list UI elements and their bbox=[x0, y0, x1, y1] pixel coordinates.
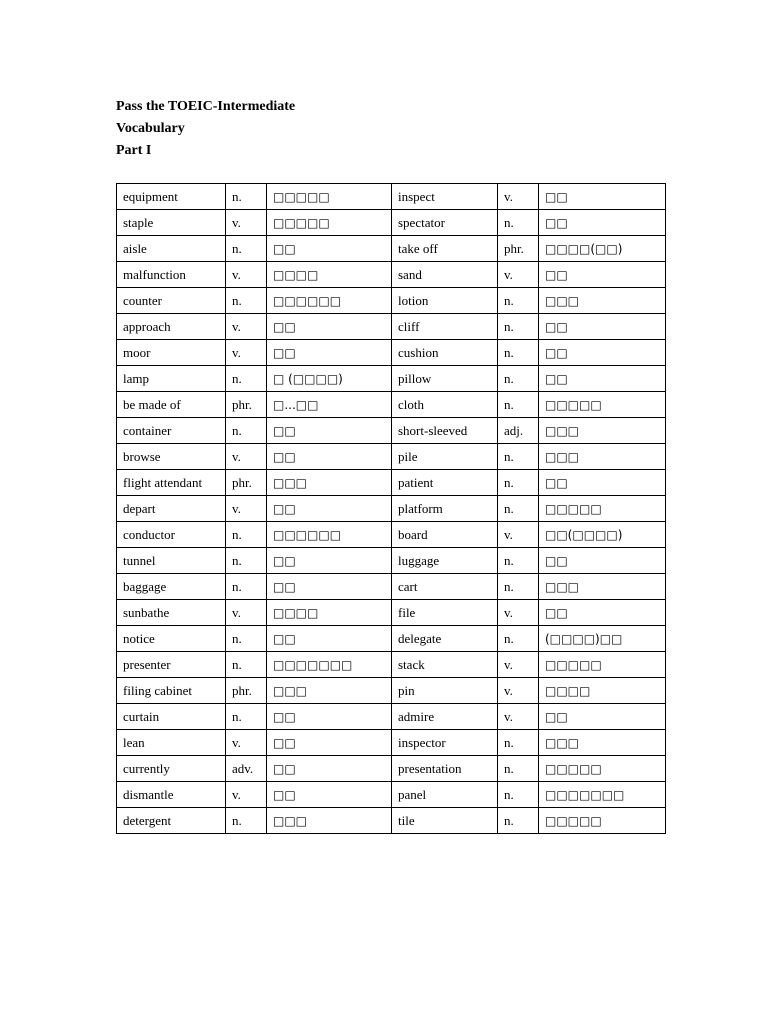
table-row bbox=[117, 288, 666, 314]
word-cell-left: notice bbox=[117, 626, 226, 652]
word-cell-left: moor bbox=[117, 340, 226, 366]
part-of-speech-cell-left: v. bbox=[226, 782, 267, 808]
word-cell-right: patient bbox=[392, 470, 498, 496]
word-cell-left: dismantle bbox=[117, 782, 226, 808]
meaning-cell-left: □□ bbox=[267, 704, 392, 730]
meaning-cell-right: □□ bbox=[539, 314, 666, 340]
part-of-speech-cell-right: v. bbox=[498, 678, 539, 704]
word-cell-left: flight attendant bbox=[117, 470, 226, 496]
meaning-cell-right: (□□□□)□□ bbox=[539, 626, 666, 652]
part-of-speech-cell-right: phr. bbox=[498, 236, 539, 262]
word-cell-right: inspector bbox=[392, 730, 498, 756]
word-cell-right: sand bbox=[392, 262, 498, 288]
table-row bbox=[117, 522, 666, 548]
meaning-cell-left: □□ bbox=[267, 444, 392, 470]
word-cell-left: malfunction bbox=[117, 262, 226, 288]
word-cell-right: inspect bbox=[392, 184, 498, 210]
word-cell-left: lamp bbox=[117, 366, 226, 392]
meaning-cell-left: □□ bbox=[267, 236, 392, 262]
meaning-cell-right: □□□□□□□ bbox=[539, 782, 666, 808]
part-of-speech-cell-left: n. bbox=[226, 236, 267, 262]
part-of-speech-cell-left: n. bbox=[226, 808, 267, 834]
part-of-speech-cell-right: adj. bbox=[498, 418, 539, 444]
part-of-speech-cell-right: n. bbox=[498, 782, 539, 808]
part-of-speech-cell-left: n. bbox=[226, 652, 267, 678]
part-of-speech-cell-left: n. bbox=[226, 548, 267, 574]
table-row bbox=[117, 652, 666, 678]
word-cell-left: curtain bbox=[117, 704, 226, 730]
meaning-cell-left: □□□□□ bbox=[267, 210, 392, 236]
meaning-cell-left: □□□□□ bbox=[267, 184, 392, 210]
table-row bbox=[117, 184, 666, 210]
meaning-cell-right: □□□ bbox=[539, 730, 666, 756]
table-row bbox=[117, 418, 666, 444]
part-of-speech-cell-left: v. bbox=[226, 496, 267, 522]
word-cell-right: platform bbox=[392, 496, 498, 522]
word-cell-left: container bbox=[117, 418, 226, 444]
word-cell-left: baggage bbox=[117, 574, 226, 600]
meaning-cell-right: □□ bbox=[539, 600, 666, 626]
table-row bbox=[117, 626, 666, 652]
meaning-cell-right: □□ bbox=[539, 704, 666, 730]
meaning-cell-right: □□ bbox=[539, 548, 666, 574]
part-of-speech-cell-right: n. bbox=[498, 210, 539, 236]
table-row bbox=[117, 730, 666, 756]
part-of-speech-cell-right: n. bbox=[498, 314, 539, 340]
meaning-cell-right: □□ bbox=[539, 340, 666, 366]
meaning-cell-left: □□ bbox=[267, 548, 392, 574]
table-row bbox=[117, 366, 666, 392]
part-of-speech-cell-left: n. bbox=[226, 288, 267, 314]
word-cell-left: lean bbox=[117, 730, 226, 756]
table-row bbox=[117, 600, 666, 626]
part-of-speech-cell-right: n. bbox=[498, 392, 539, 418]
meaning-cell-left: □□□□ bbox=[267, 600, 392, 626]
word-cell-left: tunnel bbox=[117, 548, 226, 574]
meaning-cell-left: □□□ bbox=[267, 808, 392, 834]
word-cell-left: aisle bbox=[117, 236, 226, 262]
part-of-speech-cell-left: n. bbox=[226, 574, 267, 600]
word-cell-right: presentation bbox=[392, 756, 498, 782]
part-of-speech-cell-left: phr. bbox=[226, 392, 267, 418]
meaning-cell-right: □□□ bbox=[539, 444, 666, 470]
word-cell-right: cushion bbox=[392, 340, 498, 366]
document-section: Part I bbox=[116, 143, 152, 158]
table-row bbox=[117, 236, 666, 262]
part-of-speech-cell-right: v. bbox=[498, 184, 539, 210]
part-of-speech-cell-left: v. bbox=[226, 730, 267, 756]
meaning-cell-right: □□(□□□□) bbox=[539, 522, 666, 548]
table-row bbox=[117, 392, 666, 418]
part-of-speech-cell-left: v. bbox=[226, 210, 267, 236]
meaning-cell-left: □□□ bbox=[267, 678, 392, 704]
part-of-speech-cell-right: n. bbox=[498, 340, 539, 366]
part-of-speech-cell-left: v. bbox=[226, 262, 267, 288]
word-cell-left: staple bbox=[117, 210, 226, 236]
part-of-speech-cell-right: n. bbox=[498, 366, 539, 392]
table-row bbox=[117, 444, 666, 470]
document-subtitle: Vocabulary bbox=[116, 121, 185, 136]
meaning-cell-right: □□□□□ bbox=[539, 756, 666, 782]
word-cell-right: short-sleeved bbox=[392, 418, 498, 444]
part-of-speech-cell-left: n. bbox=[226, 522, 267, 548]
meaning-cell-right: □□□ bbox=[539, 574, 666, 600]
word-cell-left: filing cabinet bbox=[117, 678, 226, 704]
part-of-speech-cell-left: n. bbox=[226, 184, 267, 210]
table-row bbox=[117, 314, 666, 340]
part-of-speech-cell-right: v. bbox=[498, 522, 539, 548]
part-of-speech-cell-left: v. bbox=[226, 600, 267, 626]
meaning-cell-left: □□□□ bbox=[267, 262, 392, 288]
table-row bbox=[117, 782, 666, 808]
word-cell-right: file bbox=[392, 600, 498, 626]
meaning-cell-left: □□ bbox=[267, 756, 392, 782]
part-of-speech-cell-right: n. bbox=[498, 496, 539, 522]
document-header bbox=[116, 96, 295, 162]
vocabulary-table bbox=[116, 183, 666, 834]
part-of-speech-cell-right: v. bbox=[498, 600, 539, 626]
meaning-cell-right: □□□□(□□) bbox=[539, 236, 666, 262]
part-of-speech-cell-left: v. bbox=[226, 314, 267, 340]
word-cell-right: panel bbox=[392, 782, 498, 808]
part-of-speech-cell-right: n. bbox=[498, 808, 539, 834]
word-cell-right: cloth bbox=[392, 392, 498, 418]
table-row bbox=[117, 678, 666, 704]
word-cell-right: pin bbox=[392, 678, 498, 704]
word-cell-right: stack bbox=[392, 652, 498, 678]
meaning-cell-right: □□ bbox=[539, 184, 666, 210]
word-cell-left: depart bbox=[117, 496, 226, 522]
meaning-cell-left: □...□□ bbox=[267, 392, 392, 418]
meaning-cell-right: □□□□□ bbox=[539, 496, 666, 522]
meaning-cell-left: □□ bbox=[267, 418, 392, 444]
meaning-cell-right: □□ bbox=[539, 210, 666, 236]
word-cell-left: presenter bbox=[117, 652, 226, 678]
word-cell-right: cliff bbox=[392, 314, 498, 340]
meaning-cell-right: □□□ bbox=[539, 288, 666, 314]
word-cell-right: luggage bbox=[392, 548, 498, 574]
part-of-speech-cell-left: n. bbox=[226, 418, 267, 444]
part-of-speech-cell-left: phr. bbox=[226, 470, 267, 496]
part-of-speech-cell-right: v. bbox=[498, 652, 539, 678]
part-of-speech-cell-right: v. bbox=[498, 262, 539, 288]
part-of-speech-cell-right: n. bbox=[498, 288, 539, 314]
meaning-cell-right: □□ bbox=[539, 470, 666, 496]
meaning-cell-right: □□ bbox=[539, 366, 666, 392]
meaning-cell-right: □□□□□ bbox=[539, 808, 666, 834]
meaning-cell-left: □□ bbox=[267, 730, 392, 756]
table-row bbox=[117, 262, 666, 288]
meaning-cell-right: □□□ bbox=[539, 418, 666, 444]
word-cell-left: detergent bbox=[117, 808, 226, 834]
meaning-cell-left: □□□□□□ bbox=[267, 522, 392, 548]
word-cell-right: lotion bbox=[392, 288, 498, 314]
table-row bbox=[117, 808, 666, 834]
word-cell-right: tile bbox=[392, 808, 498, 834]
word-cell-right: admire bbox=[392, 704, 498, 730]
word-cell-left: sunbathe bbox=[117, 600, 226, 626]
word-cell-left: counter bbox=[117, 288, 226, 314]
meaning-cell-left: □□ bbox=[267, 782, 392, 808]
part-of-speech-cell-left: n. bbox=[226, 626, 267, 652]
part-of-speech-cell-left: v. bbox=[226, 340, 267, 366]
part-of-speech-cell-right: v. bbox=[498, 704, 539, 730]
meaning-cell-left: □□ bbox=[267, 496, 392, 522]
word-cell-right: delegate bbox=[392, 626, 498, 652]
vocabulary-table-body bbox=[117, 184, 666, 834]
part-of-speech-cell-left: adv. bbox=[226, 756, 267, 782]
word-cell-right: cart bbox=[392, 574, 498, 600]
part-of-speech-cell-right: n. bbox=[498, 548, 539, 574]
part-of-speech-cell-right: n. bbox=[498, 574, 539, 600]
table-row bbox=[117, 704, 666, 730]
meaning-cell-left: □□ bbox=[267, 626, 392, 652]
meaning-cell-right: □□□□ bbox=[539, 678, 666, 704]
word-cell-right: board bbox=[392, 522, 498, 548]
meaning-cell-left: □□ bbox=[267, 314, 392, 340]
word-cell-right: pile bbox=[392, 444, 498, 470]
part-of-speech-cell-right: n. bbox=[498, 444, 539, 470]
table-row bbox=[117, 548, 666, 574]
word-cell-left: conductor bbox=[117, 522, 226, 548]
meaning-cell-right: □□□□□ bbox=[539, 392, 666, 418]
word-cell-left: approach bbox=[117, 314, 226, 340]
word-cell-right: take off bbox=[392, 236, 498, 262]
word-cell-left: be made of bbox=[117, 392, 226, 418]
meaning-cell-left: □□ bbox=[267, 340, 392, 366]
part-of-speech-cell-left: phr. bbox=[226, 678, 267, 704]
meaning-cell-left: □□ bbox=[267, 574, 392, 600]
word-cell-left: browse bbox=[117, 444, 226, 470]
table-row bbox=[117, 574, 666, 600]
word-cell-left: equipment bbox=[117, 184, 226, 210]
meaning-cell-left: □□□ bbox=[267, 470, 392, 496]
table-row bbox=[117, 496, 666, 522]
meaning-cell-right: □□□□□ bbox=[539, 652, 666, 678]
part-of-speech-cell-right: n. bbox=[498, 756, 539, 782]
table-row bbox=[117, 340, 666, 366]
word-cell-right: pillow bbox=[392, 366, 498, 392]
document-title: Pass the TOEIC-Intermediate bbox=[116, 99, 296, 114]
meaning-cell-left: □ (□□□□) bbox=[267, 366, 392, 392]
part-of-speech-cell-right: n. bbox=[498, 470, 539, 496]
part-of-speech-cell-right: n. bbox=[498, 626, 539, 652]
meaning-cell-left: □□□□□□ bbox=[267, 288, 392, 314]
part-of-speech-cell-right: n. bbox=[498, 730, 539, 756]
meaning-cell-left: □□□□□□□ bbox=[267, 652, 392, 678]
part-of-speech-cell-left: v. bbox=[226, 444, 267, 470]
table-row bbox=[117, 756, 666, 782]
part-of-speech-cell-left: n. bbox=[226, 366, 267, 392]
word-cell-right: spectator bbox=[392, 210, 498, 236]
part-of-speech-cell-left: n. bbox=[226, 704, 267, 730]
meaning-cell-right: □□ bbox=[539, 262, 666, 288]
word-cell-left: currently bbox=[117, 756, 226, 782]
table-row bbox=[117, 470, 666, 496]
table-row bbox=[117, 210, 666, 236]
